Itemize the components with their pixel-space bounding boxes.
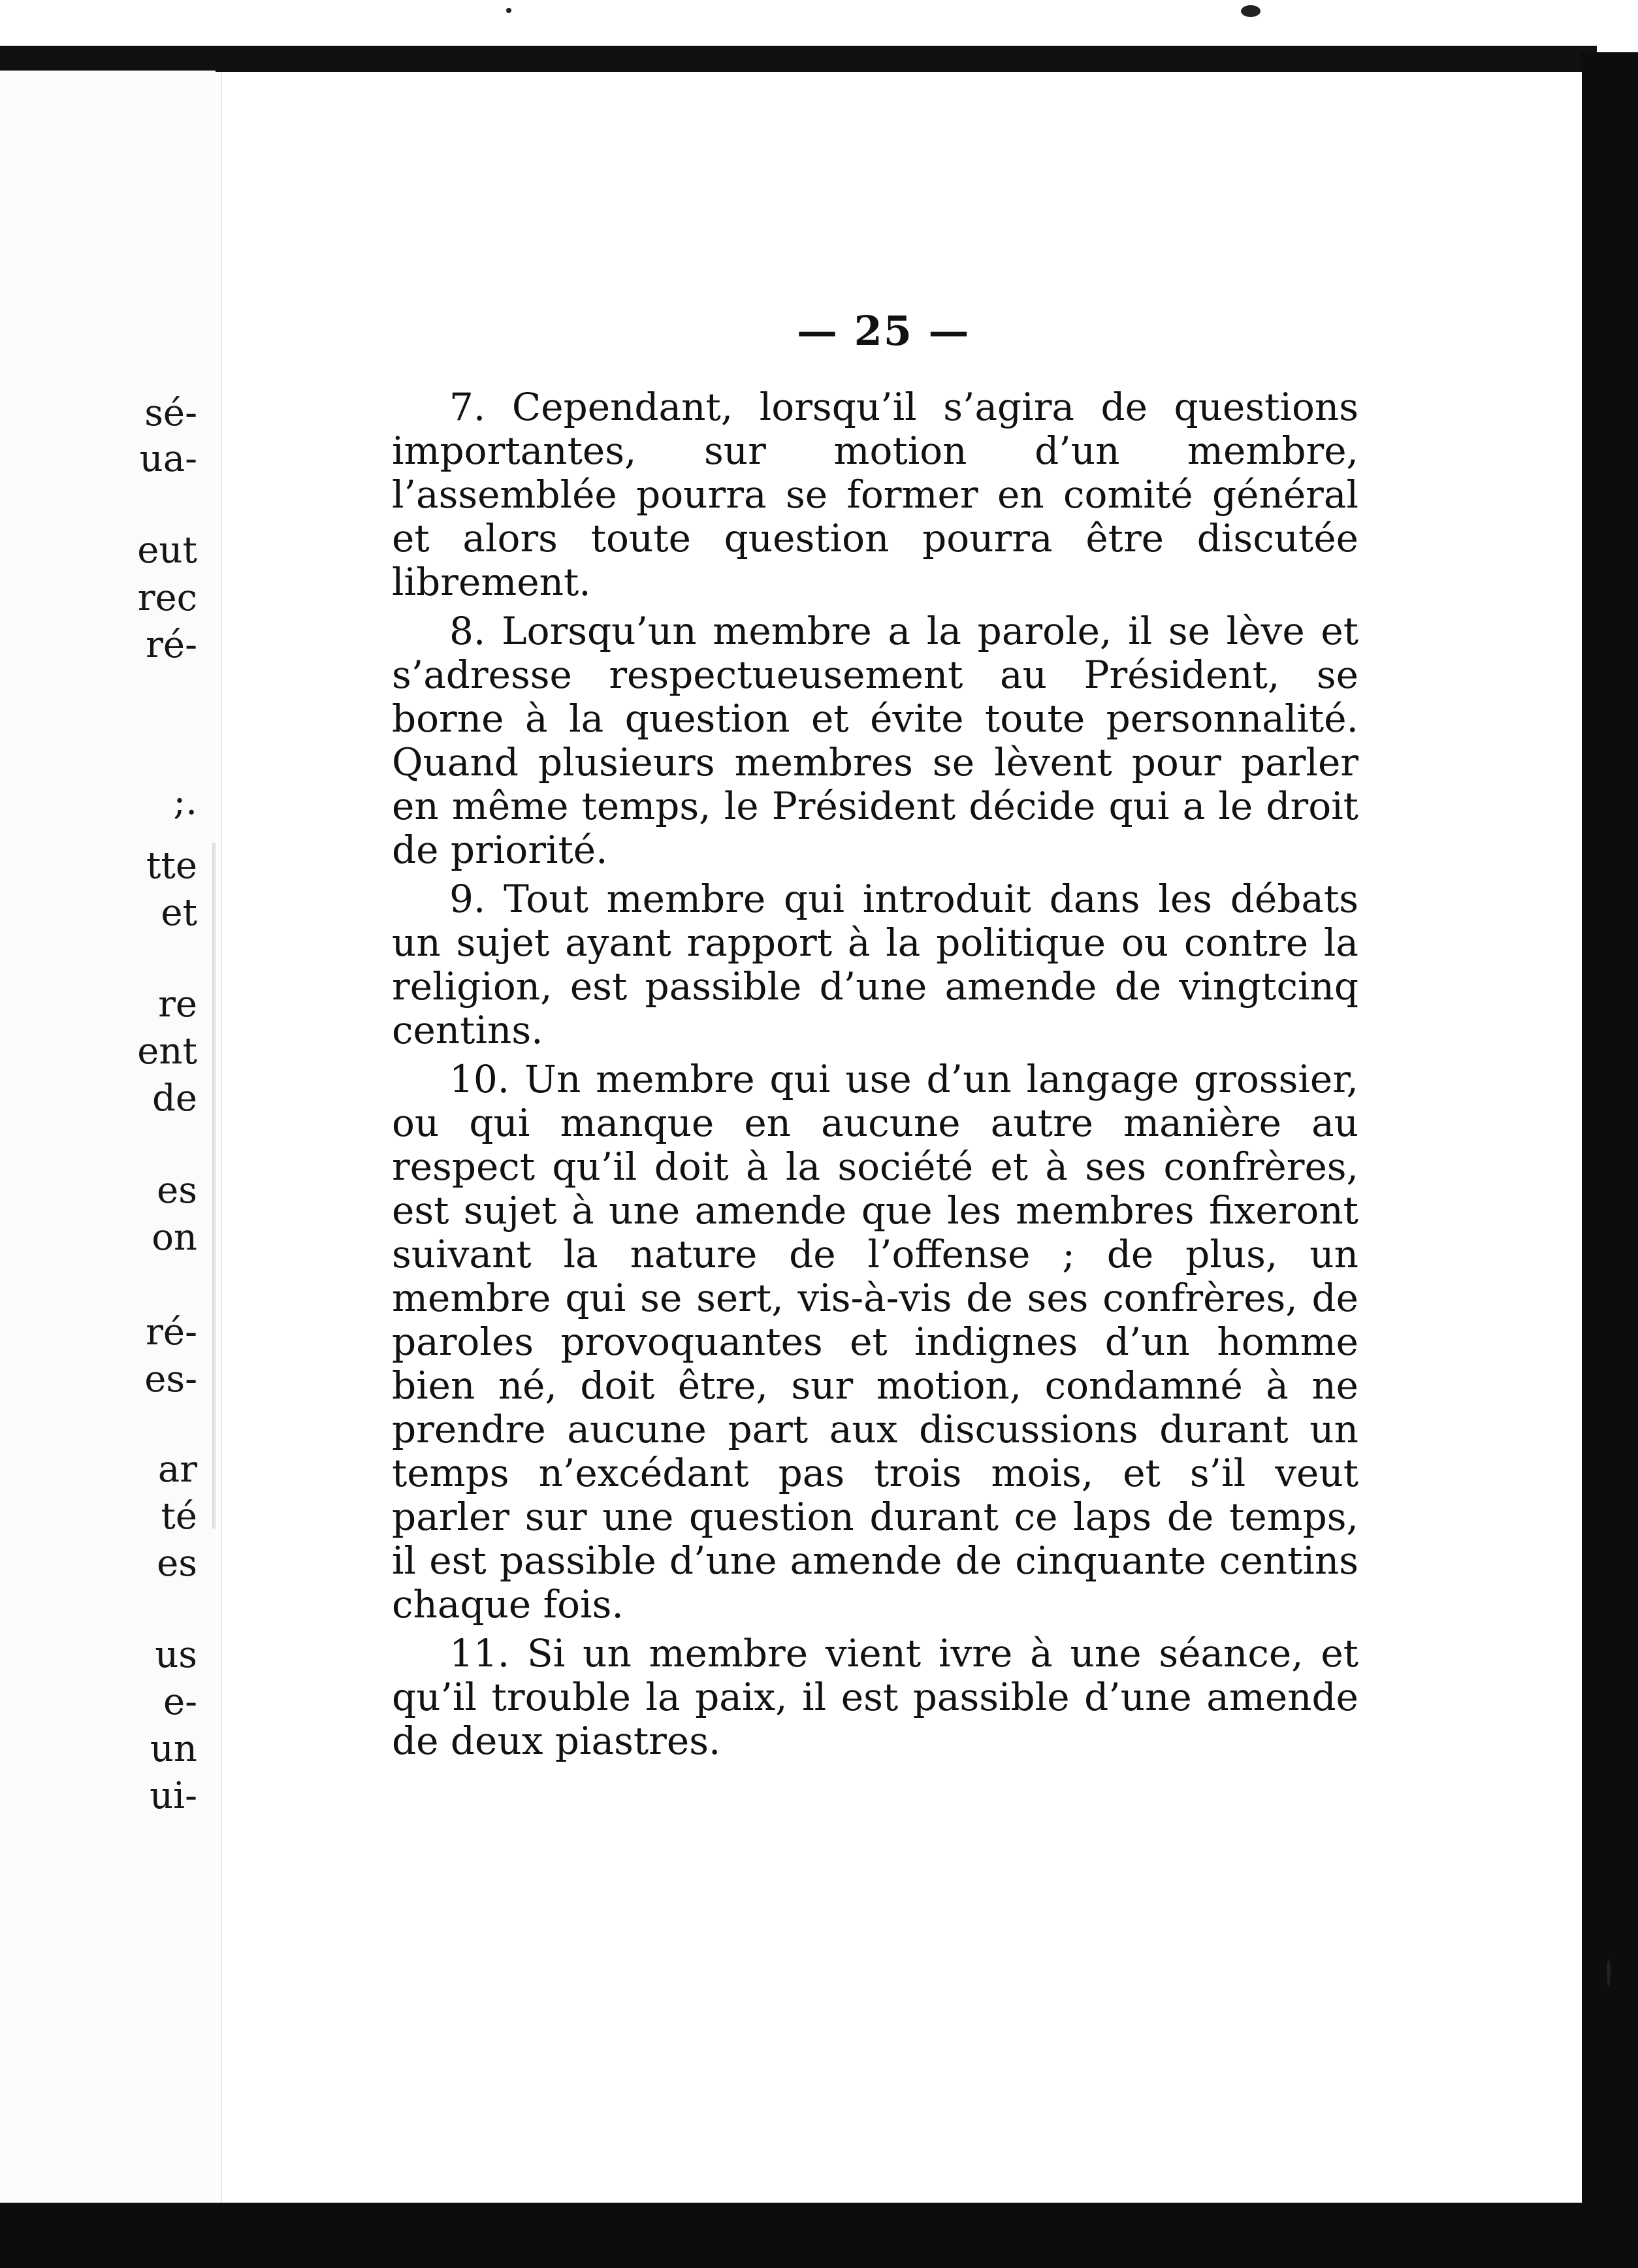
left-line-fragment: ar <box>157 1448 197 1491</box>
article-7 <box>392 385 1358 604</box>
article-text: Cependant, lorsqu’il s’agira de questions importantes, sur motion d’un membre, l’assemblée pourra se former en comité général et alors toute question pourra être discutée librement. <box>392 385 1358 604</box>
book-top-edge <box>0 46 1597 72</box>
article-number: 7. <box>449 385 486 429</box>
article-number: 10. <box>449 1057 510 1101</box>
left-line-fragment: té <box>161 1495 197 1538</box>
article-number: 9. <box>449 877 486 921</box>
book-bottom-edge <box>0 2203 1638 2268</box>
article-9 <box>392 877 1358 1052</box>
scan-speck <box>1241 5 1261 17</box>
left-line-fragment: ;. <box>173 781 197 823</box>
article-10 <box>392 1058 1358 1627</box>
book-right-edge <box>1581 52 1638 2268</box>
left-line-fragment: on <box>152 1216 197 1259</box>
left-line-fragment: un <box>150 1728 197 1770</box>
article-text: Un membre qui use d’un langage grossier, ou qui manque en aucune autre manière au respect qu’il doit à la société et à ses confrères, est sujet à une amende que les membres fixeront suivant la nature de l’offense ; de plus, un membre qui se sert, vis-à-vis de ses confrères, de paroles provoquantes et indignes d’un homme bien né, doit être, sur motion, condamné à ne prendre aucune part aux discussions durant un temps n’excédant pas trois mois, et s’il veut parler sur une question durant ce laps de temps, il est passible d’une amende de cinquante centins chaque fois. <box>392 1057 1358 1627</box>
left-facing-page <box>0 71 216 2203</box>
page-body <box>392 385 1358 1768</box>
left-line-fragment: es <box>157 1542 197 1585</box>
page-gutter <box>212 843 216 1529</box>
article-8 <box>392 609 1358 872</box>
article-number: 8. <box>449 609 486 653</box>
article-text: Tout membre qui introduit dans les débats un sujet ayant rapport à la politique ou contre la religion, est passible d’une amende de vingtcinq centins. <box>392 877 1358 1052</box>
left-line-fragment: es- <box>144 1358 197 1401</box>
scan-speck <box>506 8 511 13</box>
article-number: 11. <box>449 1631 510 1676</box>
left-line-fragment: us <box>155 1634 197 1676</box>
left-line-fragment: re <box>158 983 197 1026</box>
left-line-fragment: ent <box>137 1030 197 1073</box>
scan-speck <box>1607 1960 1611 1986</box>
left-line-fragment: et <box>161 892 197 934</box>
left-line-fragment: sé- <box>144 392 197 434</box>
left-line-fragment: tte <box>146 845 197 887</box>
left-line-fragment: ré- <box>146 1311 197 1353</box>
page-number: — 25 — <box>797 307 971 355</box>
left-line-fragment: ui- <box>150 1775 197 1817</box>
left-line-fragment: eut <box>137 529 197 572</box>
left-line-fragment: ré- <box>146 624 197 666</box>
left-line-fragment: rec <box>137 577 197 619</box>
article-11 <box>392 1632 1358 1763</box>
left-line-fragment: de <box>152 1077 197 1120</box>
left-line-fragment: e- <box>163 1681 197 1723</box>
left-line-fragment: ua- <box>139 438 197 480</box>
article-text: Si un membre vient ivre à une séance, et qu’il trouble la paix, il est passible d’une amende de deux piastres. <box>392 1631 1359 1763</box>
left-line-fragment: es <box>157 1169 197 1212</box>
article-text: Lorsqu’un membre a la parole, il se lève et s’adresse respectueusement au Président, se borne à la question et évite toute personnalité. Quand plusieurs membres se lèvent pour parler en même temps, le Président décide qui a le droit de priorité. <box>392 609 1358 872</box>
